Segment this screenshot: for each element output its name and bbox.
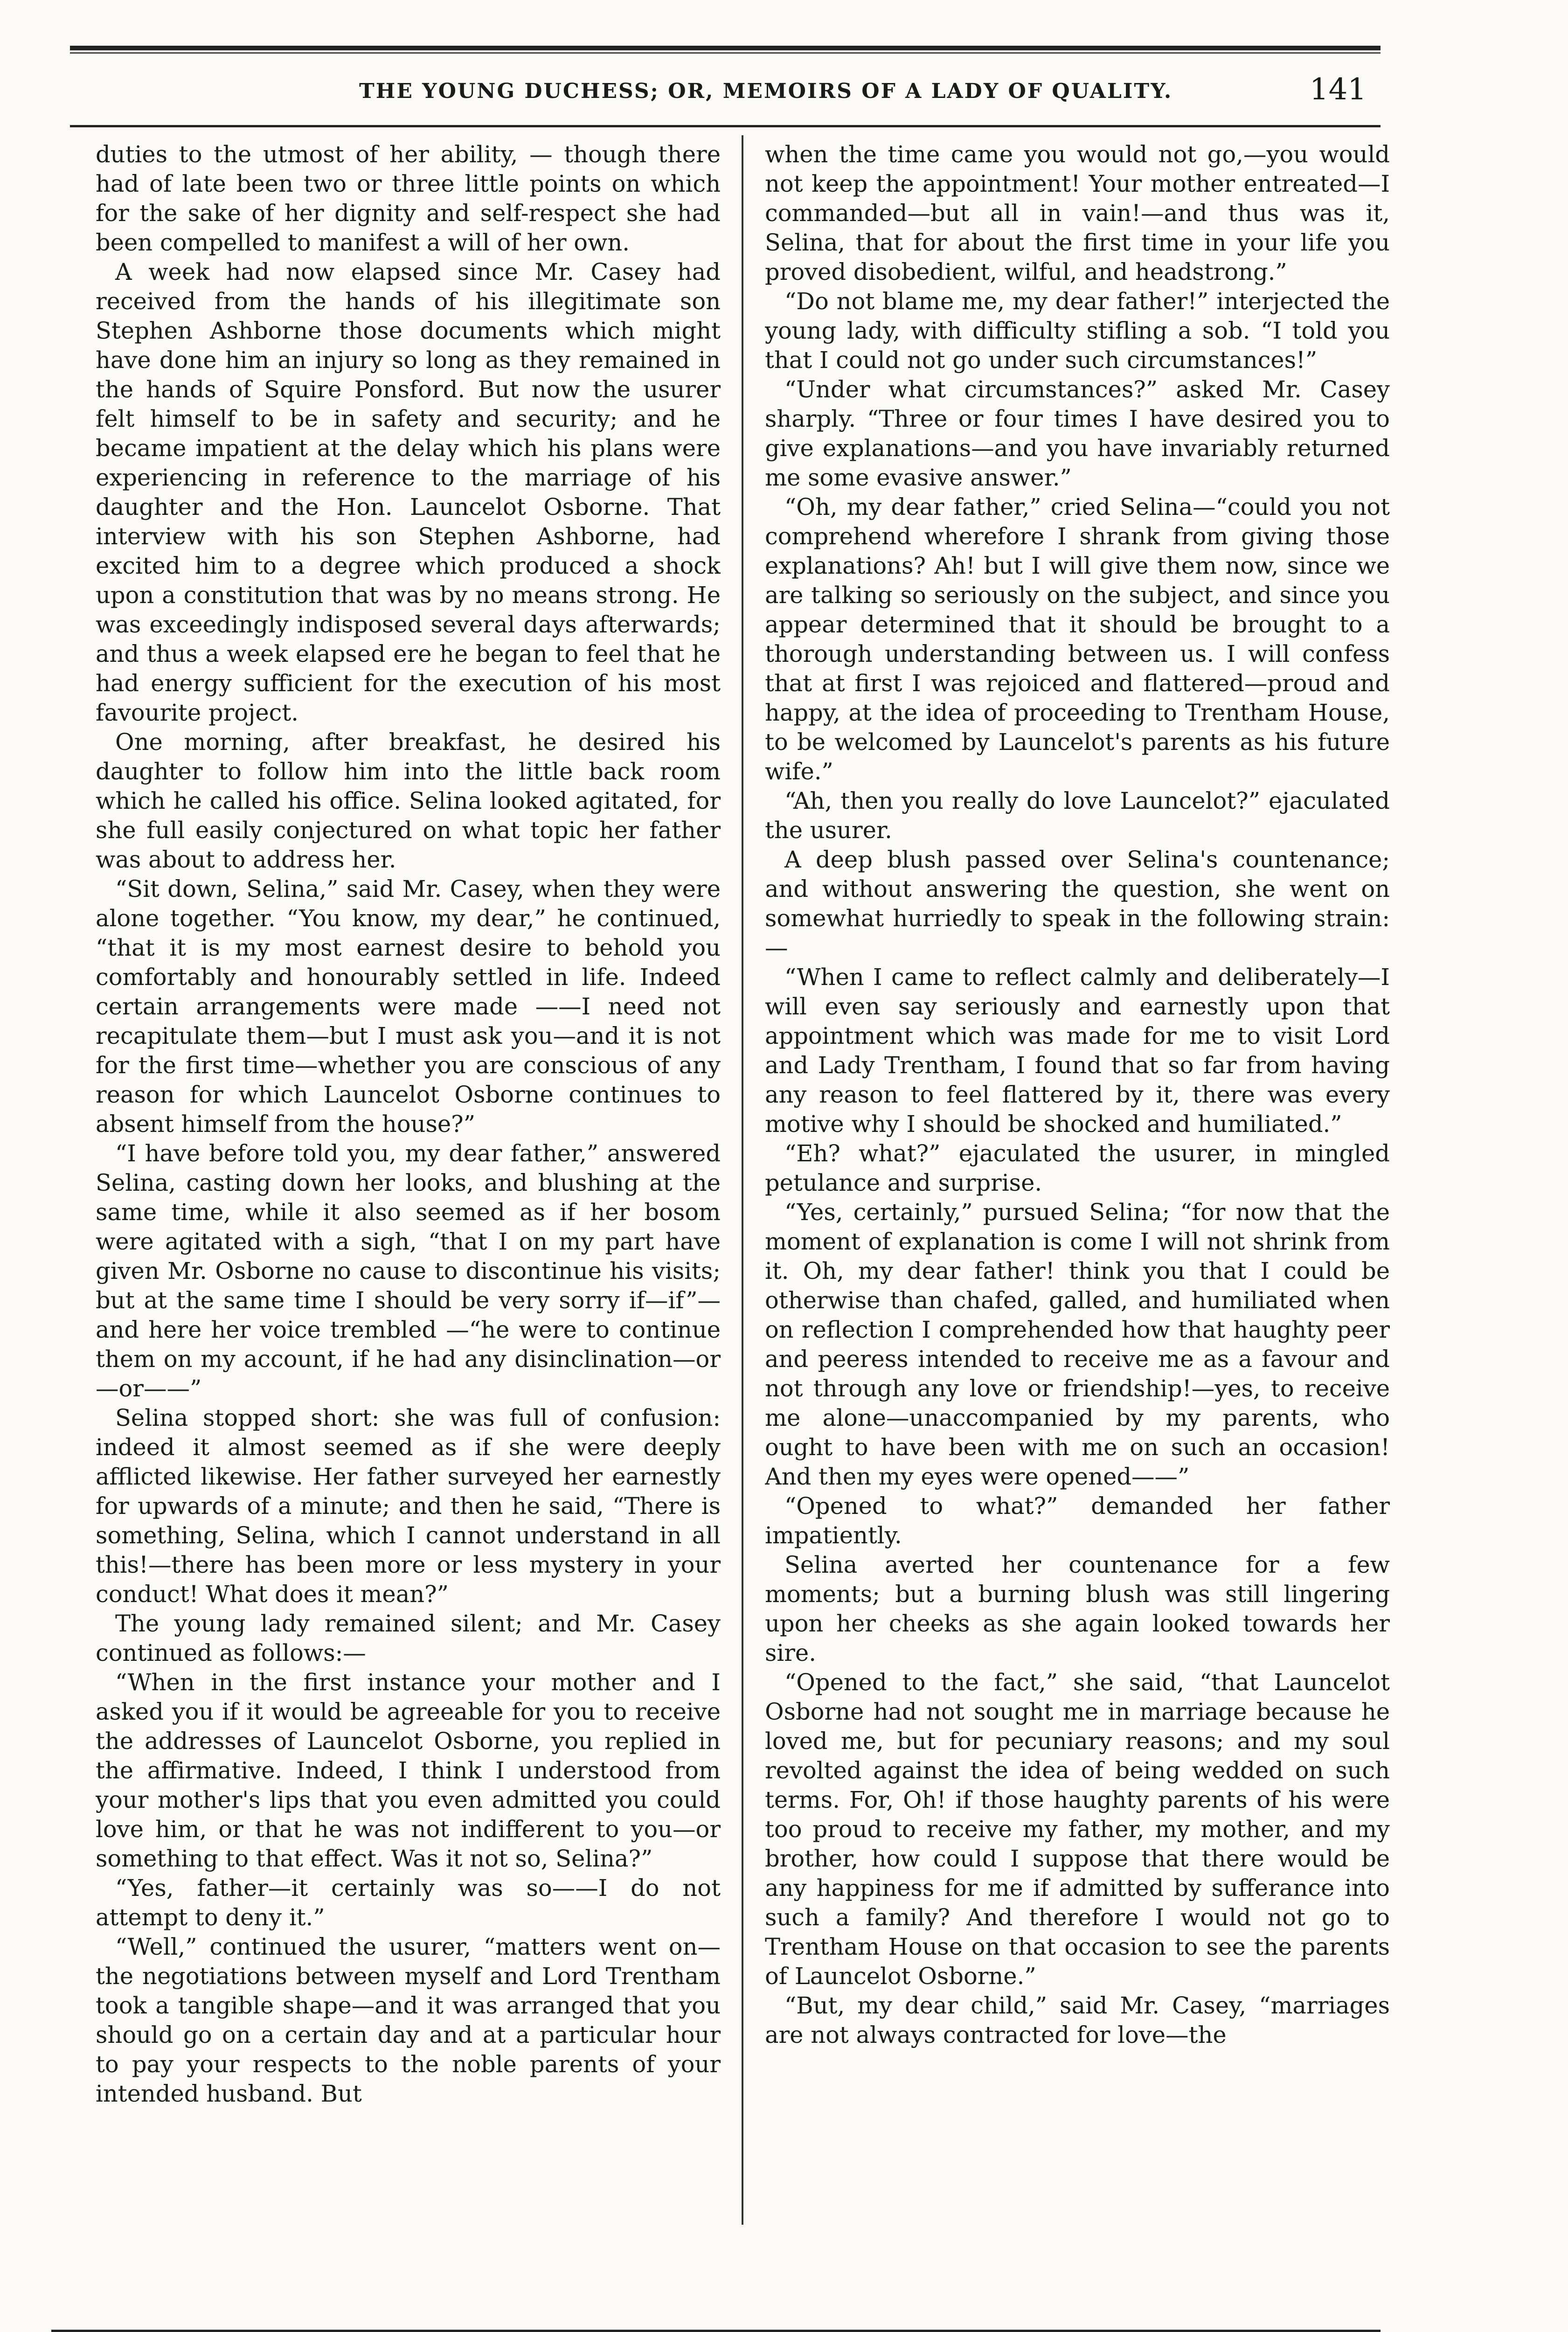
paragraph: A deep blush passed over Selina's countenance; and without answering the question, she went on somewhat hurriedly to speak in the following strain:— [765,846,1390,961]
paragraph: “Opened to what?” demanded her father impatiently. [765,1492,1390,1549]
top-border-rule-thin [70,52,1381,54]
paragraph: “Yes, certainly,” pursued Selina; “for now that the moment of explanation is come I will not shrink from it. Oh, my dear father! think you that I could be otherwise than chafed, galled, and humiliated when on reflection I comprehended how that haughty peer and peeress intended to receive me as a favour and not through any love or friendship!—yes, to receive me alone—unaccompanied by my parents, who ought to have been with me on such an occasion! And then my eyes were opened——” [765,1199,1390,1490]
running-title: THE YOUNG DUCHESS; OR, MEMOIRS OF A LADY OF QUALITY. [359,79,1173,103]
column-divider [742,135,743,2225]
bottom-border-rule [51,2330,1381,2332]
paragraph: “Yes, father—it certainly was so——I do not attempt to deny it.” [96,1874,721,1931]
paragraph: A week had now elapsed since Mr. Casey had received from the hands of his illegitimate son Stephen Ashborne those documents which might have done him an injury so long as they remained in the hands of Squire Ponsford. But now the usurer felt himself to be in safety and security; and he became impatient at the delay which his plans were experiencing in reference to the marriage of his daughter and the Hon. Launcelot Osborne. That interview with his son Stephen Ashborne, had excited him to a degree which produced a shock upon a constitution that was by no means strong. He was exceedingly indisposed several days afterwards; and thus a week elapsed ere he began to feel that he had energy sufficient for the execution of his most favourite project. [96,258,721,726]
paragraph: duties to the utmost of her ability, — though there had of late been two or three little points on which for the sake of her dignity and self-respect she had been compelled to manifest a will of her own. [96,141,721,256]
paragraph: The young lady remained silent; and Mr. Casey continued as follows:— [96,1610,721,1666]
right-column [765,140,1390,2239]
paragraph: “Well,” continued the usurer, “matters went on—the negotiations between myself and Lord Trentham took a tangible shape—and it was arranged that you should go on a certain day and at a particular hour to pay your respects to the noble parents of your intended husband. But [96,1933,721,2107]
paragraph: One morning, after breakfast, he desired his daughter to follow him into the little back room which he called his office. Selina looked agitated, for she full easily conjectured on what topic her father was about to address her. [96,729,721,873]
left-column [96,140,721,2239]
paragraph: “Ah, then you really do love Launcelot?” ejaculated the usurer. [765,787,1390,844]
paragraph: Selina stopped short: she was full of confusion: indeed it almost seemed as if she were deeply afflicted likewise. Her father surveyed her earnestly for upwards of a minute; and then he said, “There is something, Selina, which I cannot understand in all this!—there has been more or less mystery in your conduct! What does it mean?” [96,1404,721,1608]
paragraph: Selina averted her countenance for a few moments; but a burning blush was still lingering upon her cheeks as she again looked towards her sire. [765,1551,1390,1666]
paragraph: “Opened to the fact,” she said, “that Launcelot Osborne had not sought me in marriage because he loved me, but for pecuniary reasons; and my soul revolted against the idea of being wedded on such terms. For, Oh! if those haughty parents of his were too proud to receive my father, my mother, and my brother, how could I suppose that there would be any happiness for me if admitted by sufferance into such a family? And therefore I would not go to Trentham House on that occasion to see the parents of Launcelot Osborne.” [765,1669,1390,1990]
page-number: 141 [1309,72,1367,107]
paragraph: “I have before told you, my dear father,” answered Selina, casting down her looks, and blushing at the same time, while it also seemed as if her bosom were agitated with a sigh, “that I on my part have given Mr. Osborne no cause to discontinue his visits; but at the same time I should be very sorry if—if”—and here her voice trembled —“he were to continue them on my account, if he had any disinclination—or—or——” [96,1140,721,1402]
paragraph: “Oh, my dear father,” cried Selina—“could you not comprehend wherefore I shrank from giving those explanations? Ah! but I will give them now, since we are talking so seriously on the subject, and since you appear determined that it should be brought to a thorough understanding between us. I will confess that at first I was rejoiced and flattered—proud and happy, at the idea of proceeding to Trentham House, to be welcomed by Launcelot's parents as his future wife.” [765,493,1390,785]
header-rule [70,125,1381,127]
paragraph: when the time came you would not go,—you would not keep the appointment! Your mother entreated—I commanded—but all in vain!—and thus was it, Selina, that for about the first time in your life you proved disobedient, wilful, and headstrong.” [765,141,1390,285]
paragraph: “When I came to reflect calmly and deliberately—I will even say seriously and earnestly upon that appointment which was made for me to visit Lord and Lady Trentham, I found that so far from having any reason to feel flattered by it, there was every motive why I should be shocked and humiliated.” [765,964,1390,1138]
running-header [70,70,1381,126]
paragraph: “When in the first instance your mother and I asked you if it would be agreeable for you to receive the addresses of Launcelot Osborne, you replied in the affirmative. Indeed, I think I understood from your mother's lips that you even admitted you could love him, or that he was not indifferent to you—or something to that effect. Was it not so, Selina?” [96,1669,721,1872]
paragraph: “Eh? what?” ejaculated the usurer, in mingled petulance and surprise. [765,1140,1390,1196]
paragraph: “Under what circumstances?” asked Mr. Casey sharply. “Three or four times I have desired you to give explanations—and you have invariably returned me some evasive answer.” [765,376,1390,491]
paragraph: “Do not blame me, my dear father!” interjected the young lady, with difficulty stifling a sob. “I told you that I could not go under such circumstances!” [765,288,1390,374]
paragraph: “Sit down, Selina,” said Mr. Casey, when they were alone together. “You know, my dear,” he continued, “that it is my most earnest desire to behold you comfortably and honourably settled in life. Indeed certain arrangements were made ——I need not recapitulate them—but I must ask you—and it is not for the first time—whether you are conscious of any reason for which Launcelot Osborne continues to absent himself from the house?” [96,875,721,1138]
paragraph: “But, my dear child,” said Mr. Casey, “marriages are not always contracted for love—the [765,1992,1390,2048]
top-border-rule [70,46,1381,50]
